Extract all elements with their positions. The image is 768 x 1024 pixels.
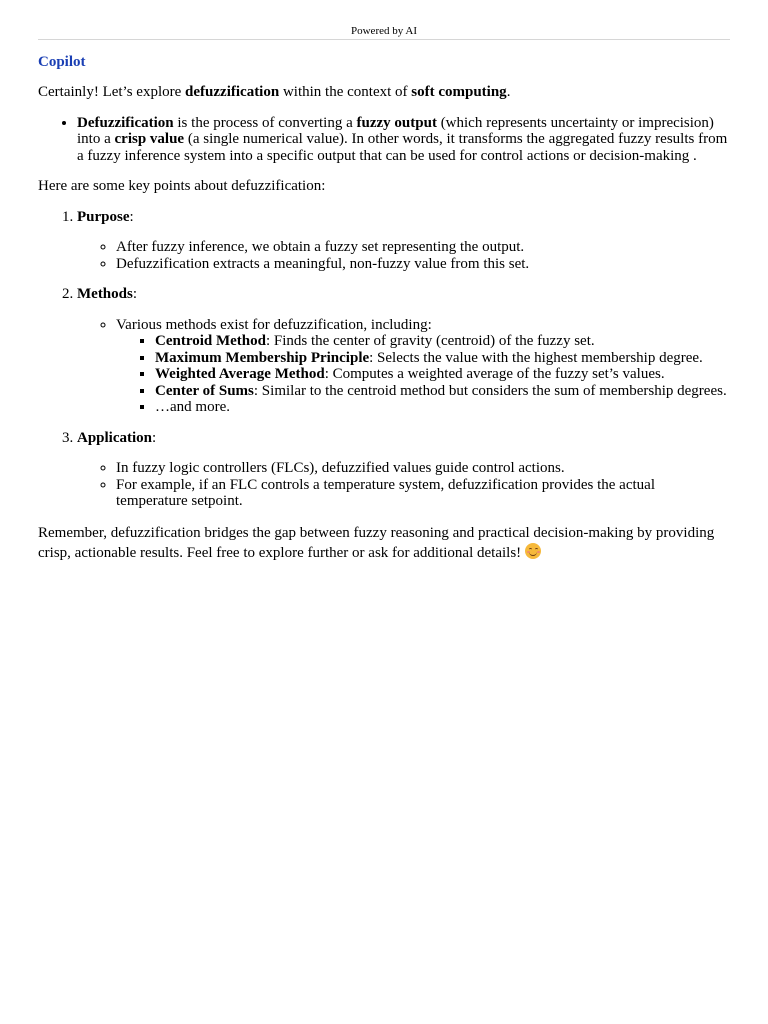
definition-crisp-value: crisp value [114,131,185,147]
list-item [116,317,728,416]
method-name: Maximum Membership Principle [155,349,370,366]
closing-paragraph [38,524,728,563]
application-colon: : [152,429,157,446]
application-heading [77,430,728,447]
intro-text-1: Certainly! Let’s explore [38,84,186,100]
method-desc: : Similar to the centroid method but considers the sum of membership degrees. [253,382,727,399]
list-item: ◦ Defuzzification extracts a meaningful, non-fuzzy value from this set. [116,256,728,273]
purpose-colon: : [129,208,134,225]
closing-text: Remember, defuzzification bridges the gap between fuzzy reasoning and practical decision-making by providing crisp, actionable results. Feel free to explore further or ask for additional details! [38,524,715,561]
definition-fuzzy-output: fuzzy output [356,114,437,131]
method-centroid [155,333,728,350]
smiling-face-icon [525,543,541,559]
purpose-sublist [77,239,728,272]
application-label: Application [77,429,153,446]
intro-paragraph [38,84,728,101]
method-weighted-average [155,366,728,383]
intro-term-defuzzification: defuzzification [185,84,280,100]
definition-list [38,115,728,165]
methods-detail-list [116,333,728,416]
key-point-purpose [77,209,728,273]
list-item: ◦ In fuzzy logic controllers (FLCs), defuzzified values guide control actions. [116,460,728,477]
key-points-intro: Here are some key points about defuzzification: [38,178,326,194]
definition-text-2: (which represents uncertainty or imprecision) into a [77,114,714,147]
methods-label: Methods [77,286,133,302]
method-desc: : Finds the center of gravity (centroid) of the fuzzy set. [265,333,595,349]
key-points-list [38,209,728,510]
method-name: Center of Sums [155,382,254,399]
method-maximum-membership [155,350,728,367]
intro-term-soft-computing: soft computing [411,84,507,100]
intro-text-2: within the context of [279,84,412,100]
definition-text-1: is the process of converting a [173,114,357,131]
application-sublist [77,460,728,510]
key-point-methods [77,286,728,416]
purpose-heading [77,209,728,226]
response-content [38,53,728,577]
methods-intro: Various methods exist for defuzzification, including: [116,316,432,333]
method-desc: : Computes a weighted average of the fuzzy set’s values. [324,366,665,382]
method-desc: : Selects the value with the highest membership degree. [369,349,703,366]
list-item: ◦ After fuzzy inference, we obtain a fuzzy set representing the output. [116,239,728,256]
powered-by-header: Powered by AI [38,24,730,40]
intro-text-3: . [506,84,511,100]
purpose-label: Purpose [77,208,130,225]
methods-sublist [77,317,728,416]
list-item: ◦ For example, if an FLC controls a temperature system, defuzzification provides the actual temperature setpoint. [116,477,728,510]
method-name: Centroid Method [155,333,266,349]
methods-colon: : [132,286,138,302]
response-title: Copilot [38,54,86,70]
key-point-application [77,430,728,510]
definition-item [77,115,728,165]
definition-term: Defuzzification [77,114,174,131]
method-name: Weighted Average Method [155,366,325,382]
method-center-of-sums [155,383,728,400]
method-and-more: ▪ …and more. [155,399,728,416]
methods-heading [77,286,728,303]
definition-text-3: (a single numerical value). In other words, it transforms the aggregated fuzzy results from a fuzzy inference system into a specific output that can be used for control actions or decision-making . [77,131,728,164]
